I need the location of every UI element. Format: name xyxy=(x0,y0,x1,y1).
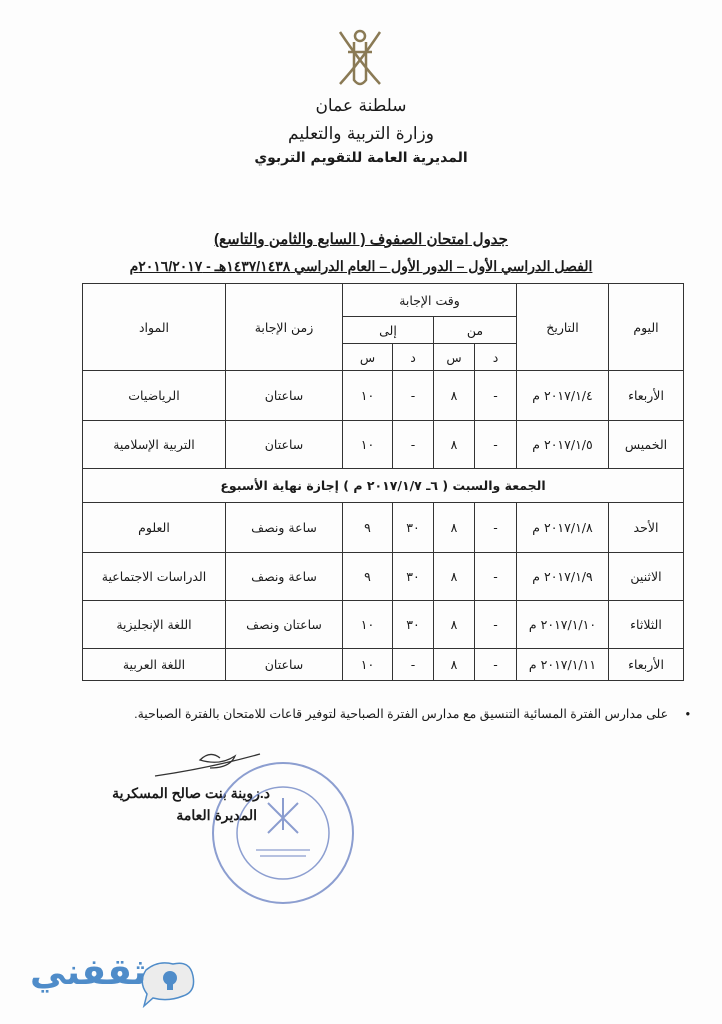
watermark-logo-text: ثقفني xyxy=(30,952,147,993)
cell-from-h: ٨ xyxy=(434,601,475,649)
cell-duration: ساعة ونصف xyxy=(226,503,343,553)
cell-to-m: - xyxy=(393,421,434,469)
cell-to-h: ١٠ xyxy=(343,421,393,469)
cell-to-m: - xyxy=(393,649,434,681)
cell-subject: الدراسات الاجتماعية xyxy=(83,553,226,601)
table-row xyxy=(83,421,684,469)
cell-day: الخميس xyxy=(609,421,684,469)
cell-to-h: ١٠ xyxy=(343,601,393,649)
cell-to-m: ٣٠ xyxy=(393,553,434,601)
cell-date: ٢٠١٧/١/١٠ م xyxy=(517,601,609,649)
cell-day: الأربعاء xyxy=(609,649,684,681)
cell-subject: اللغة العربية xyxy=(83,649,226,681)
cell-duration: ساعتان ونصف xyxy=(226,601,343,649)
header-ministry: وزارة التربية والتعليم xyxy=(288,124,434,144)
header-day: اليوم xyxy=(609,284,684,371)
table-row xyxy=(83,503,684,553)
cell-day: الأحد xyxy=(609,503,684,553)
exam-schedule-table xyxy=(82,283,684,681)
cell-from-m: - xyxy=(475,649,517,681)
lightbulb-logo-icon xyxy=(138,958,198,1008)
signatory-name: د.زوينة بنت صالح المسكرية xyxy=(112,785,270,801)
header-answer-time: وقت الإجابة xyxy=(343,284,517,317)
bullet-icon: • xyxy=(685,707,690,721)
cell-to-h: ١٠ xyxy=(343,371,393,421)
cell-from-m: - xyxy=(475,421,517,469)
cell-day: الاثنين xyxy=(609,553,684,601)
header-date: التاريخ xyxy=(517,284,609,371)
cell-day: الثلاثاء xyxy=(609,601,684,649)
header-from-minute: د xyxy=(475,344,517,371)
cell-from-m: - xyxy=(475,503,517,553)
official-stamp xyxy=(208,758,358,908)
cell-from-m: - xyxy=(475,553,517,601)
cell-day: الأربعاء xyxy=(609,371,684,421)
header-from: من xyxy=(434,317,517,344)
document-subtitle: الفصل الدراسي الأول – الدور الأول – العام الدراسي ١٤٣٧/١٤٣٨هـ - ٢٠١٦/٢٠١٧م xyxy=(129,258,593,274)
holiday-cell: الجمعة والسبت ( ٦ـ ٢٠١٧/١/٧ م ) إجازة نهاية الأسبوع xyxy=(83,469,684,503)
header-directorate: المديرية العامة للتقويم التربوي xyxy=(254,150,468,166)
cell-date: ٢٠١٧/١/٩ م xyxy=(517,553,609,601)
header-from-hour: س xyxy=(434,344,475,371)
cell-to-h: ٩ xyxy=(343,503,393,553)
cell-duration: ساعتان xyxy=(226,649,343,681)
oman-emblem-icon xyxy=(330,22,390,92)
holiday-row xyxy=(83,469,684,503)
cell-to-m: - xyxy=(393,371,434,421)
cell-date: ٢٠١٧/١/٨ م xyxy=(517,503,609,553)
cell-date: ٢٠١٧/١/٥ م xyxy=(517,421,609,469)
note-bullet xyxy=(90,706,690,721)
cell-to-h: ١٠ xyxy=(343,649,393,681)
table-row xyxy=(83,649,684,681)
cell-duration: ساعتان xyxy=(226,371,343,421)
cell-subject: العلوم xyxy=(83,503,226,553)
cell-from-h: ٨ xyxy=(434,649,475,681)
cell-from-h: ٨ xyxy=(434,371,475,421)
cell-date: ٢٠١٧/١/٤ م xyxy=(517,371,609,421)
cell-from-h: ٨ xyxy=(434,421,475,469)
cell-subject: التربية الإسلامية xyxy=(83,421,226,469)
table-row xyxy=(83,601,684,649)
table-row xyxy=(83,553,684,601)
cell-duration: ساعتان xyxy=(226,421,343,469)
header-to-hour: س xyxy=(343,344,393,371)
note-text: على مدارس الفترة المسائية التنسيق مع مدارس الفترة الصباحية لتوفير قاعات للامتحان بالفترة الصباحية. xyxy=(134,707,669,721)
cell-from-m: - xyxy=(475,371,517,421)
header-subject: المواد xyxy=(83,284,226,371)
header-sultanate: سلطنة عمان xyxy=(315,96,407,116)
cell-from-h: ٨ xyxy=(434,503,475,553)
document-title: جدول امتحان الصفوف ( السابع والثامن والتاسع) xyxy=(214,231,508,248)
table-row xyxy=(83,371,684,421)
cell-date: ٢٠١٧/١/١١ م xyxy=(517,649,609,681)
header-to: إلى xyxy=(343,317,434,344)
header-to-minute: د xyxy=(393,344,434,371)
cell-subject: اللغة الإنجليزية xyxy=(83,601,226,649)
cell-from-h: ٨ xyxy=(434,553,475,601)
cell-subject: الرياضيات xyxy=(83,371,226,421)
cell-from-m: - xyxy=(475,601,517,649)
cell-to-m: ٣٠ xyxy=(393,503,434,553)
header-duration: زمن الإجابة xyxy=(226,284,343,371)
cell-duration: ساعة ونصف xyxy=(226,553,343,601)
cell-to-h: ٩ xyxy=(343,553,393,601)
cell-to-m: ٣٠ xyxy=(393,601,434,649)
signatory-role: المديرة العامة xyxy=(176,807,257,823)
